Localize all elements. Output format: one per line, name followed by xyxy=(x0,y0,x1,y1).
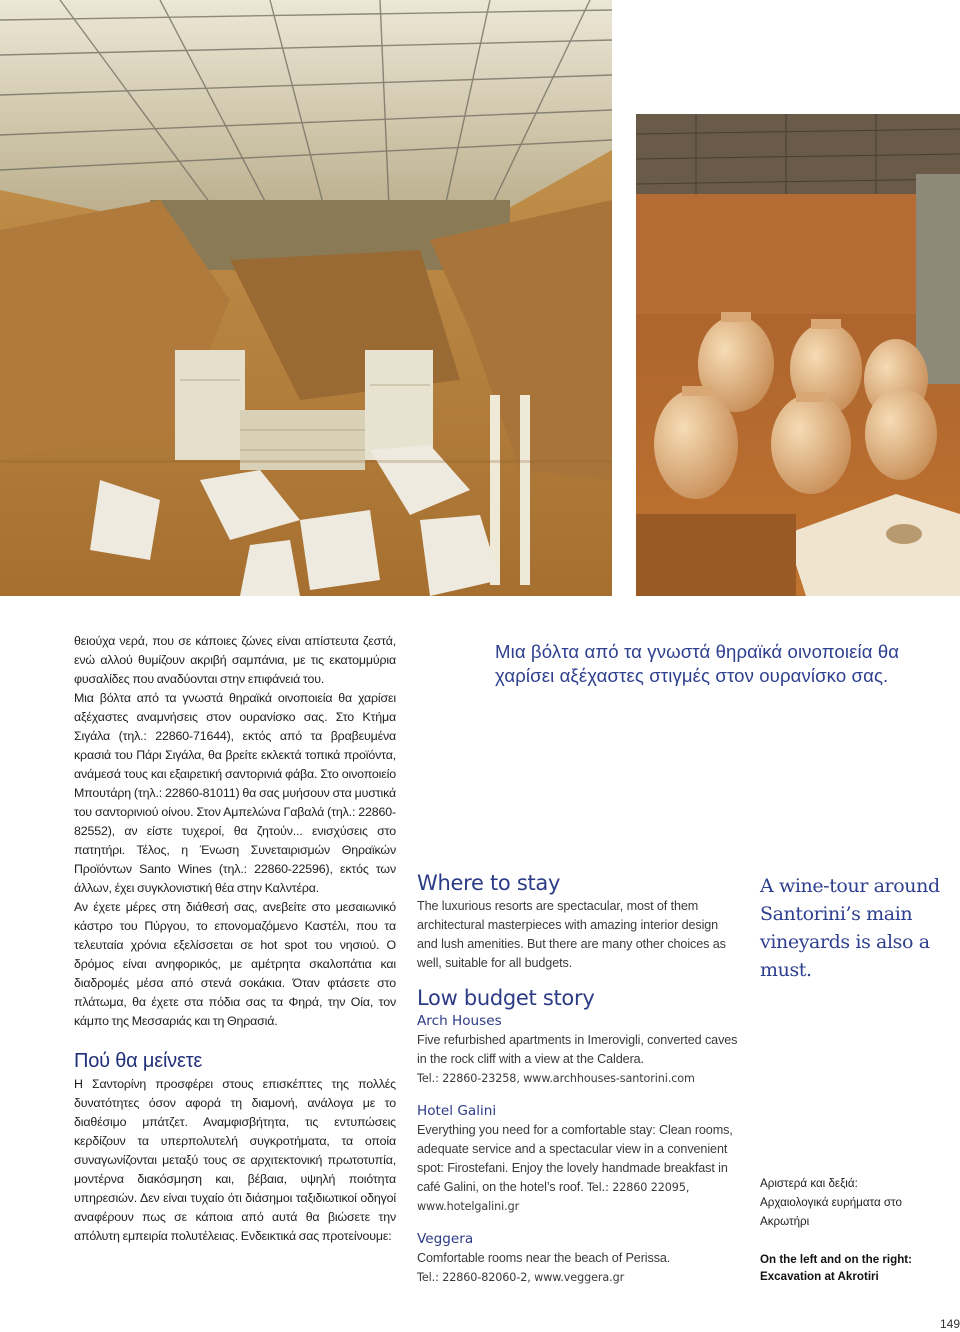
excavation-photo-right xyxy=(636,114,960,596)
greek-article-column xyxy=(74,632,396,1246)
caption-greek-line-2: Αρχαιολογικά ευρήματα στο Ακρωτήρι xyxy=(760,1196,902,1228)
pull-quote-wineries: Μια βόλτα από τα γνωστά θηραϊκά οινοποιεία θα χαρίσει αξέχαστες στιγμές στον ουρανίσκο σας. xyxy=(495,641,900,686)
hotel-description-text: Comfortable rooms near the beach of Perissa. xyxy=(417,1251,671,1265)
english-heading-low-budget: Low budget story xyxy=(417,986,595,1010)
excavation-photo-left-image xyxy=(0,0,612,596)
greek-paragraph-wineries: Μια βόλτα από τα γνωστά θηραϊκά οινοποιεία θα χαρίσει αξέχαστες αναμνήσεις στον ουρανίσκο σας. Στο Κτήμα Σιγάλα (τηλ.: 22860-71644), εκτός από τα βραβευμένα κρασιά του Πάρι Σιγάλα, θα βρείτε εκλεκτά τοπικά προϊόντα, ανάμεσά τους και εξαιρετική σαντορινιά φάβα. Στο οινοποιείο Μπουτάρη (τηλ.: 22860-81011) θα σας μυήσουν στα μυστικά του σαντορινιού οίνου. Στον Αμπελώνα Γαβαλά (τηλ.: 22860-82552), αν είστε τυχεροί, θα ζητούν... ενισχύσεις στο πατητήρι. Τέλος, η Ένωση Συνεταιρισμών Θηραϊκών Προϊόντων Santo Wines (τηλ.: 22860-22596), εκτός των άλλων, έχει συγκλονιστική θέα στην Καλντέρα. xyxy=(74,691,396,895)
hotel-name-arch-houses: Arch Houses xyxy=(417,1013,502,1029)
caption-english-line-1: On the left and on the right: xyxy=(760,1253,912,1266)
greek-paragraph-accommodation: Η Σαντορίνη προσφέρει στους επισκέπτες της πολλές δυνατότητες όσον αφορά τη διαμονή, ανάλογα με το διαθέσιμο μπάτζετ. Αναμφισβήτητα, τις εντυπώσεις κερδίζουν τα υπερπολυτελή συγκροτήματα, τα οποία συναγωνίζονται μεταξύ τους σε αρχιτεκτονική πρωτοτυπία, μοντέρνα διακόσμηση και, βέβαια, υψηλή ποιότητα υπηρεσιών. Δεν είναι τυχαίο ότι διάσημοι ταξιδιωτικοί οδηγοί αναφέρουν πως σε κάποια από αυτά θα βιώσετε την απόλυτη εμπειρία πολυτέλειας. Ενδεικτικά σας προτείνουμε: xyxy=(74,1077,396,1243)
hotel-contact-veggera: Tel.: 22860-82060-2, www.veggera.gr xyxy=(417,1271,625,1284)
excavation-photo-left xyxy=(0,0,612,596)
caption-english-line-2: Excavation at Akrotiri xyxy=(760,1270,879,1283)
caption-greek xyxy=(760,1174,950,1231)
photo-captions xyxy=(760,1174,950,1285)
caption-english xyxy=(760,1251,950,1285)
hotel-description-arch-houses xyxy=(417,1031,739,1088)
hotel-description-text: Everything you need for a comfortable stay: Clean rooms, adequate service and a spectacular view in a convenient spot: Firostefani. Enjoy the lovely handmade breakfast in café Galini, on the hotel’s roof. xyxy=(417,1123,733,1194)
greek-paragraph-pyrgos-castle: Αν έχετε μέρες στη διάθεσή σας, ανεβείτε στο μεσαιωνικό κάστρο του Πύργου, το επονομαζόμενο Καστέλι, που τα τελευταία χρόνια εξελίσσεται σε hot spot του νησιού. Ο δρόμος είναι ανηφορικός, με αμέτρητα σκαλοπάτια και διαδρομές μέσα από στενά σοκάκια. Όταν φτάσετε στο πλάτωμα, θα έχετε στα πόδια σας τα Φηρά, την Οία, τον κάμπο της Μεσσαριάς και τη Θηρασιά. xyxy=(74,900,396,1028)
hotel-description-galini xyxy=(417,1121,739,1216)
storage-jars-photo-image xyxy=(636,114,960,596)
greek-paragraph-thermal-springs: θειούχα νερά, που σε κάποιες ζώνες είναι απίστευτα ζεστά, ενώ αλλού θυμίζουν ακριβή σαμπάνια, με τις εκατομμύρια φυσαλίδες που αναδύονται στην επιφάνειά του. xyxy=(74,634,396,686)
hotel-name-galini: Hotel Galini xyxy=(417,1103,497,1119)
english-article-column xyxy=(417,870,739,1287)
hotel-contact-arch-houses: Tel.: 22860-23258, www.archhouses-santorini.com xyxy=(417,1072,695,1085)
greek-heading-where-to-stay: Πού θα μείνετε xyxy=(74,1050,203,1072)
english-intro-paragraph: The luxurious resorts are spectacular, most of them architectural masterpieces with amazing interior design and lush amenities. But there are many other choices as well, suitable for all budgets. xyxy=(417,899,726,970)
hotel-contact-galini: Tel.: 22860 22095, www.hotelgalini.gr xyxy=(417,1181,690,1213)
page-number: 149 xyxy=(940,1317,960,1331)
wine-tour-quote: A wine-tour around Santorini’s main vineyards is also a must. xyxy=(760,875,940,981)
english-heading-where-to-stay: Where to stay xyxy=(417,871,561,895)
caption-greek-line-1: Αριστερά και δεξιά: xyxy=(760,1177,858,1190)
hotel-name-veggera: Veggera xyxy=(417,1231,474,1247)
hotel-description-text: Five refurbished apartments in Imerovigli, converted caves in the rock cliff with a view at the Caldera. xyxy=(417,1033,738,1066)
hotel-description-veggera xyxy=(417,1249,739,1287)
